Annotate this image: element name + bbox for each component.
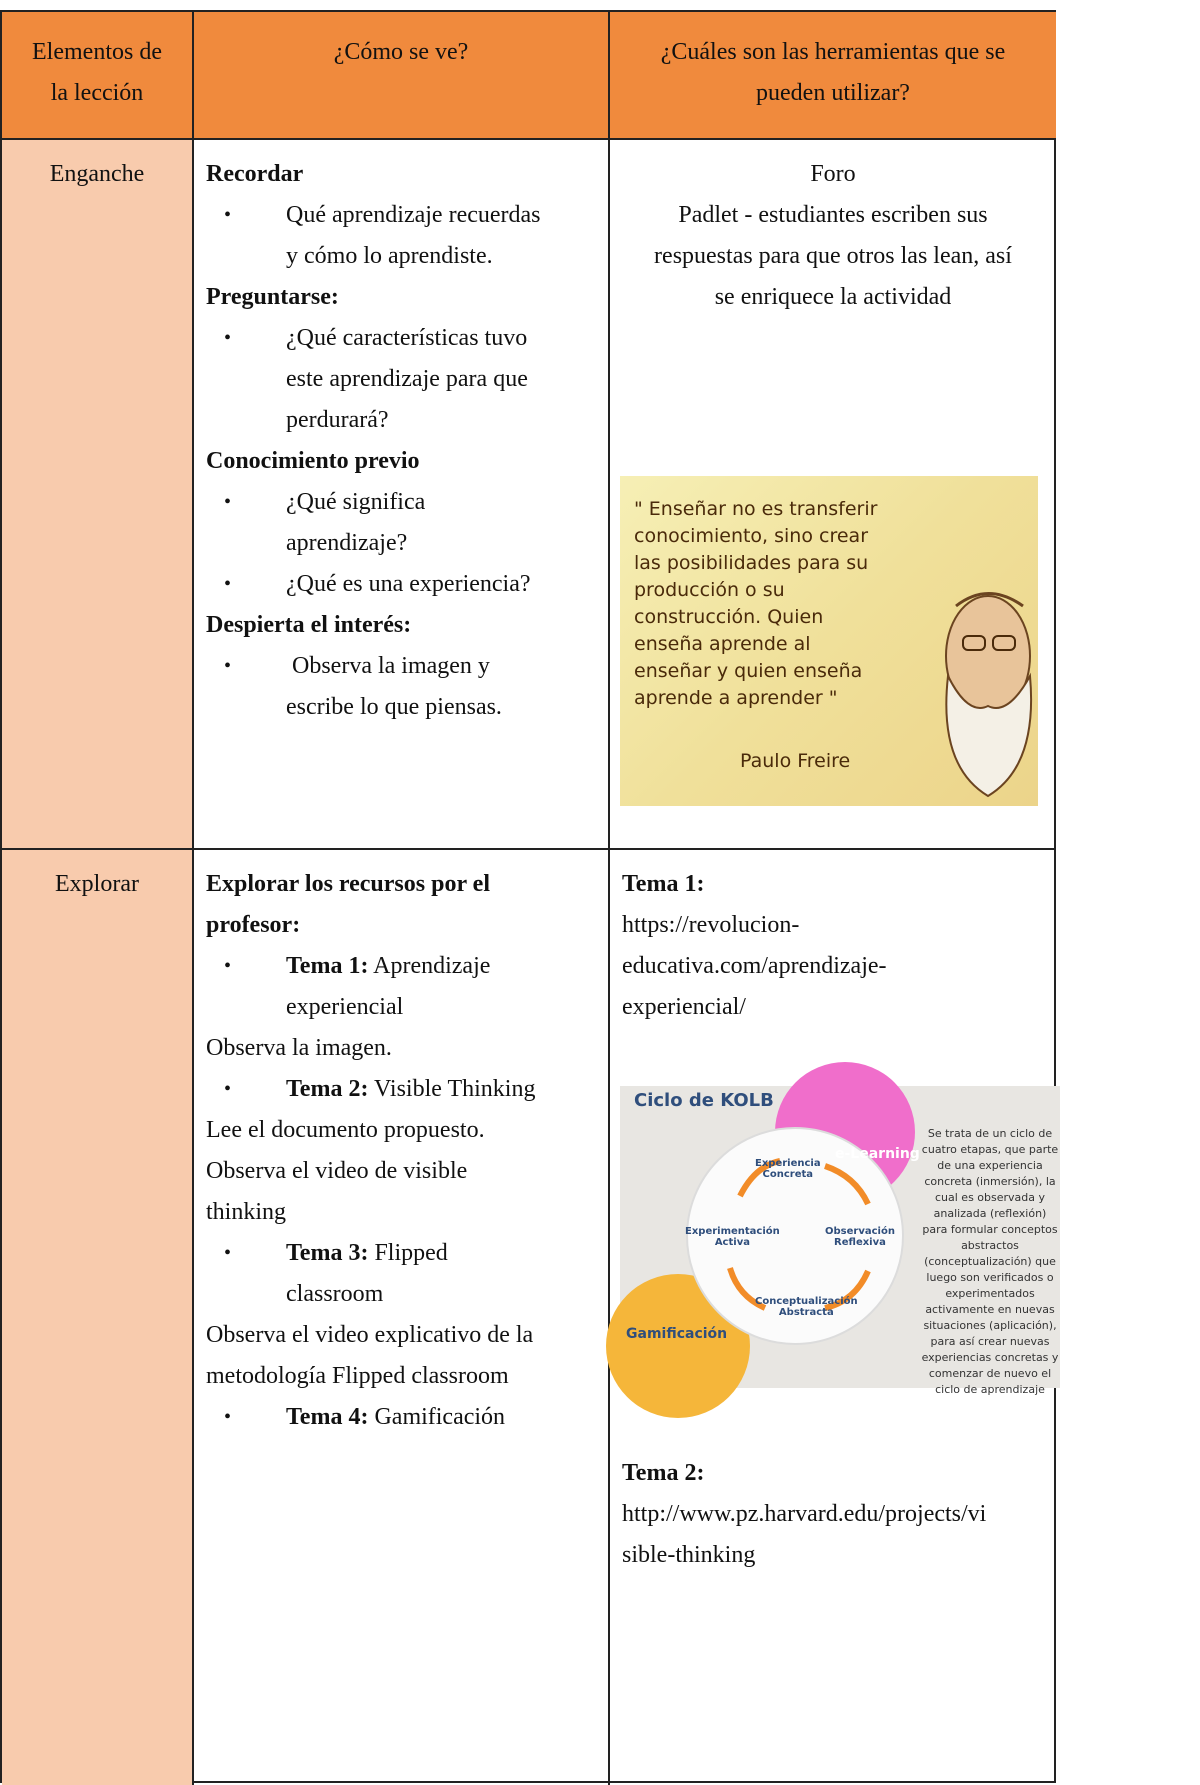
- tema2-label: Tema 2:: [286, 1076, 369, 1102]
- tema3-label: Tema 3:: [286, 1240, 369, 1266]
- tema4-label: Tema 4:: [286, 1404, 369, 1430]
- kolb-title: Ciclo de KOLB: [634, 1090, 774, 1111]
- observa-video-line2: thinking: [206, 1199, 287, 1225]
- bullet-dot: •: [224, 491, 232, 513]
- foro-text: Foro: [810, 161, 856, 187]
- recordar-item-line1: Qué aprendizaje recuerdas: [286, 202, 541, 228]
- explorar-heading-line2: profesor:: [206, 912, 301, 938]
- header-herramientas: [610, 12, 1056, 140]
- tema4-text: Gamificación: [368, 1404, 506, 1430]
- explorar-content-cell: [194, 850, 610, 1785]
- bullet-dot: •: [224, 327, 232, 349]
- bullet-dot: •: [224, 1078, 232, 1100]
- tema2-item: [286, 1069, 535, 1110]
- kolb-conceptualizacion-abstracta: Conceptualización Abstracta: [755, 1296, 858, 1318]
- padlet-line2: respuestas para que otros las lean, así: [654, 243, 1012, 269]
- header-como-se-ve: [194, 12, 610, 140]
- bullet-dot: •: [224, 655, 232, 677]
- conocimiento-item2: ¿Qué es una experiencia?: [286, 571, 531, 597]
- tema3-item: [286, 1233, 448, 1274]
- explorar-label: Explorar: [55, 871, 139, 897]
- header-herramientas-line1: ¿Cuáles son las herramientas que se: [660, 39, 1006, 65]
- enganche-label: Enganche: [49, 161, 145, 187]
- despierta-item-line1: Observa la imagen y: [292, 653, 490, 679]
- tools-url1-line2[interactable]: educativa.com/aprendizaje-: [622, 953, 887, 979]
- kolb-description: Se trata de un ciclo de cuatro etapas, que parte de una experiencia concreta (inmersión), la cual es observada y analizada (reflexión) para formular conceptos abstractos (conceptualización) que luego son verificados o experimentados activamente en nuevas situaciones (aplicación), para así crear nuevas experiencias concretas y comenzar de nuevo el ciclo de aprendizaje: [921, 1127, 1059, 1396]
- header-herramientas-line2: pueden utilizar?: [756, 80, 910, 106]
- tema1-label: Tema 1:: [286, 953, 369, 979]
- kolb-gamificacion-label: Gamificación: [626, 1326, 728, 1342]
- tema2-text: Visible Thinking: [368, 1076, 536, 1102]
- tema1-item: [286, 946, 490, 987]
- explorar-row: [2, 850, 1058, 1785]
- tema4-item: [286, 1397, 505, 1438]
- observa-video2-line2: metodología Flipped classroom: [206, 1363, 509, 1389]
- tema1-text-line2: experiencial: [286, 994, 404, 1020]
- tema3-text-line2: classroom: [286, 1281, 384, 1307]
- preguntarse-item-line2: este aprendizaje para que: [286, 366, 528, 392]
- header-como-se-ve-text: ¿Cómo se ve?: [333, 39, 469, 65]
- kolb-experimentacion-activa: Experimentación Activa: [685, 1226, 780, 1248]
- tools-url1-line1[interactable]: https://revolucion-: [622, 912, 800, 938]
- explorar-tools-cell: [610, 850, 1059, 1785]
- freire-quote-image: [620, 476, 1038, 806]
- recordar-item-line2: y cómo lo aprendiste.: [286, 243, 493, 269]
- freire-portrait-illustration: [908, 566, 1038, 806]
- tools-tema1-label: Tema 1:: [622, 871, 705, 897]
- tools-tema2-label: Tema 2:: [622, 1460, 705, 1486]
- freire-quote-text: " Enseñar no es transferir conocimiento, sino crear las posibilidades para su producción o su construcción. Quien enseña aprende al enseñar y quien enseña aprende a aprender ": [634, 498, 878, 709]
- freire-author: Paulo Freire: [740, 750, 851, 772]
- header-elementos-line1: Elementos de: [32, 39, 162, 65]
- preguntarse-item-line3: perdurará?: [286, 407, 389, 433]
- explorar-heading-line1: Explorar los recursos por el: [206, 871, 490, 897]
- tools-url1-line3[interactable]: experiencial/: [622, 994, 746, 1020]
- kolb-experiencia-concreta: Experiencia Concreta: [755, 1158, 821, 1180]
- bullet-dot: •: [224, 1406, 232, 1428]
- header-elementos-line2: la lección: [50, 80, 144, 106]
- preguntarse-item-line1: ¿Qué características tuvo: [286, 325, 528, 351]
- padlet-line1: Padlet - estudiantes escriben sus: [678, 202, 988, 228]
- tema3-text: Flipped: [368, 1240, 448, 1266]
- padlet-line3: se enriquece la actividad: [714, 284, 952, 310]
- tools-url2-line1[interactable]: http://www.pz.harvard.edu/projects/vi: [622, 1501, 987, 1527]
- despierta-heading: Despierta el interés:: [206, 612, 412, 638]
- bullet-dot: •: [224, 1242, 232, 1264]
- enganche-tools-cell: [610, 140, 1056, 850]
- conocimiento-heading: Conocimiento previo: [206, 448, 420, 474]
- conocimiento-item1-line1: ¿Qué significa: [286, 489, 426, 515]
- tools-url2-line2[interactable]: sible-thinking: [622, 1542, 756, 1568]
- enganche-row: [2, 140, 1058, 850]
- lee-documento: Lee el documento propuesto.: [206, 1117, 485, 1143]
- bullet-dot: •: [224, 573, 232, 595]
- bullet-dot: •: [224, 204, 232, 226]
- conocimiento-item1-line2: aprendizaje?: [286, 530, 408, 556]
- enganche-content-cell: [194, 140, 610, 850]
- observa-video2-line1: Observa el video explicativo de la: [206, 1322, 534, 1348]
- observa-imagen: Observa la imagen.: [206, 1035, 392, 1061]
- despierta-item-line2: escribe lo que piensas.: [286, 694, 502, 720]
- kolb-elearning-label: e-Learning: [835, 1146, 920, 1162]
- kolb-observacion-reflexiva: Observación Reflexiva: [825, 1226, 895, 1248]
- header-row: [2, 12, 1058, 140]
- tema1-text: Aprendizaje: [368, 953, 491, 979]
- lesson-table: [0, 10, 1059, 1783]
- bullet-dot: •: [224, 955, 232, 977]
- preguntarse-heading: Preguntarse:: [206, 284, 339, 310]
- recordar-heading: Recordar: [206, 161, 304, 187]
- header-elementos: [2, 12, 194, 140]
- kolb-cycle-image: [620, 1086, 1060, 1396]
- explorar-label-cell: [2, 850, 194, 1785]
- enganche-label-cell: [2, 140, 194, 850]
- observa-video-line1: Observa el video de visible: [206, 1158, 468, 1184]
